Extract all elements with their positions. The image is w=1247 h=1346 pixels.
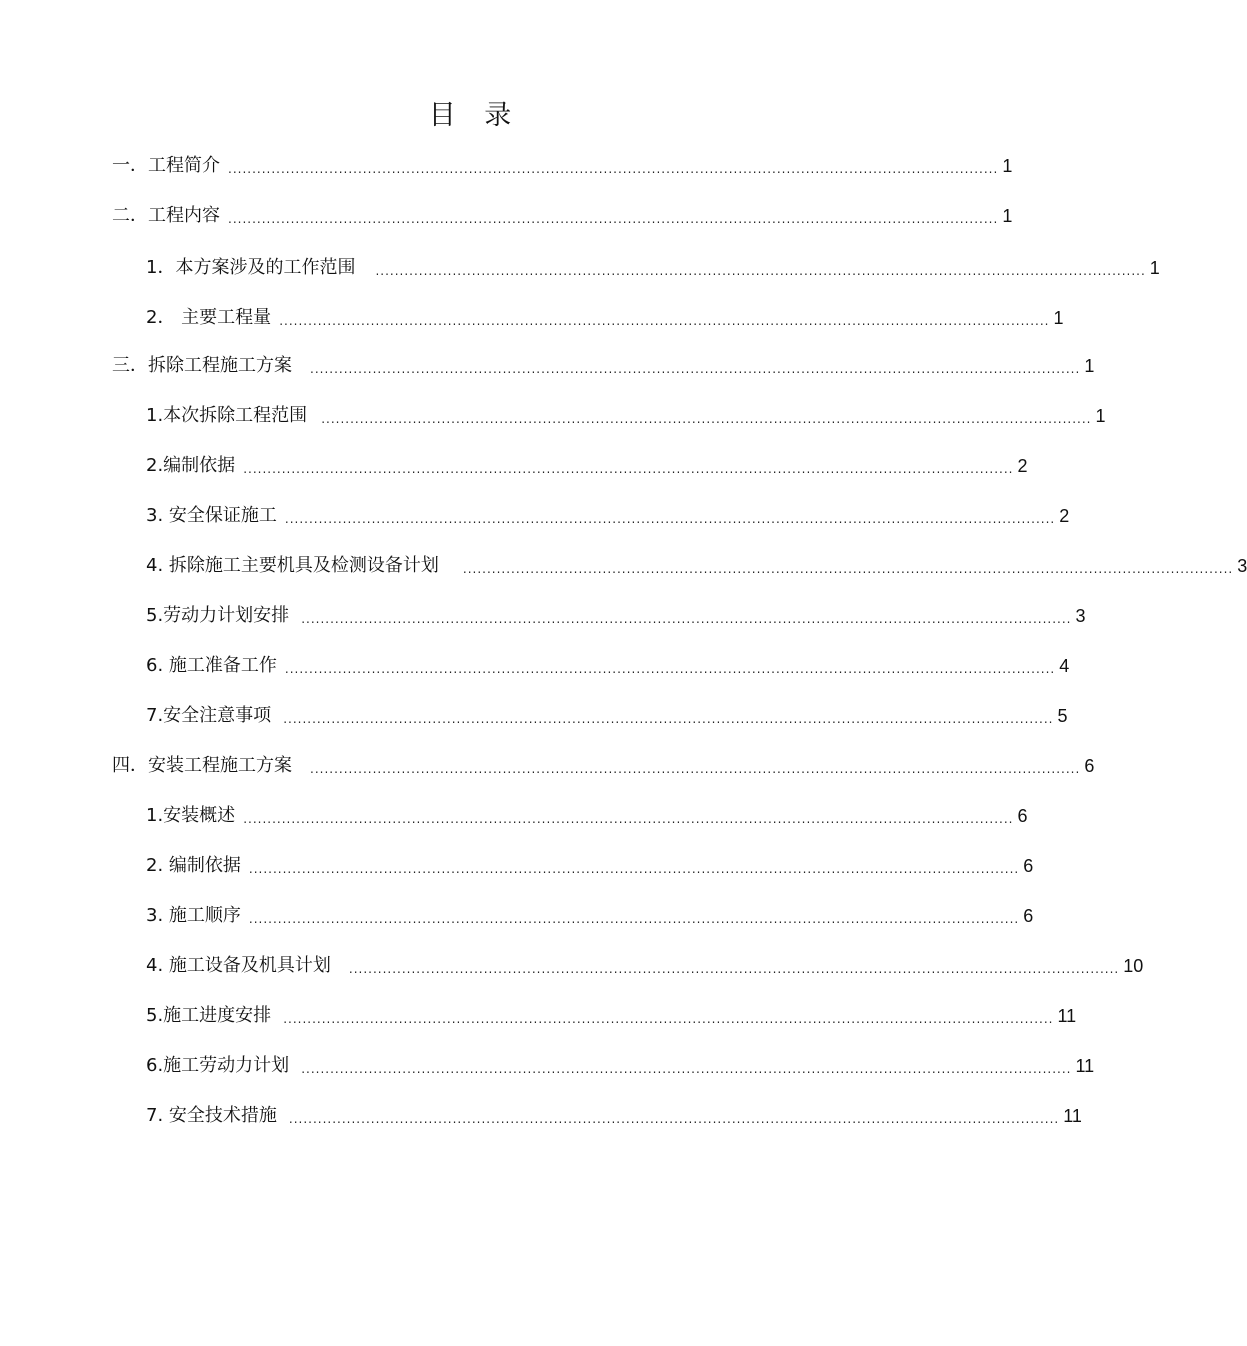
toc-entry-page: 3 xyxy=(1237,556,1247,576)
toc-entry-page: 2 xyxy=(1059,506,1070,526)
toc-dot-leader: ................................................................................................................................................................ xyxy=(248,862,1020,876)
toc-entry[interactable] xyxy=(112,198,1013,228)
toc-entry-label: 2． 主要工程量 xyxy=(146,307,272,328)
toc-entry[interactable] xyxy=(146,698,1068,728)
toc-entry[interactable] xyxy=(146,798,1028,828)
toc-entry-page: 10 xyxy=(1123,956,1144,976)
toc-entry[interactable] xyxy=(146,548,1247,578)
toc-entry-label: 5.施工进度安排 xyxy=(146,1005,272,1026)
toc-dot-leader: ................................................................................................................................................................ xyxy=(283,712,1054,726)
toc-dot-leader: ................................................................................................................................................................ xyxy=(243,462,1014,476)
toc-entry-page: 6 xyxy=(1023,856,1034,876)
toc-entry[interactable] xyxy=(146,1048,1095,1078)
toc-dot-leader: ................................................................................................................................................................ xyxy=(288,1112,1060,1126)
toc-entry-label: 二．工程内容 xyxy=(112,205,220,226)
toc-dot-leader: ................................................................................................................................................................ xyxy=(284,512,1056,526)
toc-entry-label: 一．工程简介 xyxy=(112,155,220,176)
toc-entry[interactable] xyxy=(146,1098,1082,1128)
toc-dot-leader: ................................................................................................................................................................ xyxy=(248,912,1020,926)
toc-title: 目 录 xyxy=(428,100,522,131)
toc-dot-leader: ................................................................................................................................................................ xyxy=(310,362,1081,376)
toc-entry[interactable] xyxy=(146,898,1034,928)
toc-entry[interactable] xyxy=(146,948,1144,978)
toc-entry-page: 11 xyxy=(1063,1106,1082,1126)
toc-entry-page: 6 xyxy=(1023,906,1034,926)
toc-entry-page: 1 xyxy=(1095,406,1106,426)
toc-entry-page: 6 xyxy=(1084,756,1095,776)
toc-dot-leader: ................................................................................................................................................................ xyxy=(321,412,1092,426)
toc-entry[interactable] xyxy=(146,598,1086,628)
toc-dot-leader: ................................................................................................................................................................ xyxy=(348,962,1120,976)
toc-dot-leader: ................................................................................................................................................................ xyxy=(301,1062,1072,1076)
toc-entry-label: 4. 施工设备及机具计划 xyxy=(146,955,331,976)
toc-entry-label: 四．安装工程施工方案 xyxy=(112,755,292,776)
toc-entry-page: 1 xyxy=(1002,206,1013,226)
toc-entry-label: 4. 拆除施工主要机具及检测设备计划 xyxy=(146,555,439,576)
toc-dot-leader: ................................................................................................................................................................ xyxy=(375,264,1146,278)
toc-entry-label: 2. 编制依据 xyxy=(146,855,241,876)
toc-entry[interactable] xyxy=(112,148,1013,178)
toc-entry-page: 1 xyxy=(1002,156,1013,176)
toc-entry-page: 1 xyxy=(1084,356,1095,376)
toc-entry-label: 2.编制依据 xyxy=(146,455,236,476)
toc-entry-page: 11 xyxy=(1075,1056,1095,1076)
toc-entry-label: 6.施工劳动力计划 xyxy=(146,1055,290,1076)
toc-entry-label: 1.本次拆除工程范围 xyxy=(146,405,308,426)
toc-dot-leader: ................................................................................................................................................................ xyxy=(228,162,999,176)
toc-entry-label: 7.安全注意事项 xyxy=(146,705,272,726)
toc-entry[interactable] xyxy=(112,348,1095,378)
toc-entry-page: 3 xyxy=(1075,606,1086,626)
toc-dot-leader: ................................................................................................................................................................ xyxy=(243,812,1014,826)
toc-entry[interactable] xyxy=(146,250,1160,280)
toc-dot-leader: ................................................................................................................................................................ xyxy=(279,314,1050,328)
toc-dot-leader: ................................................................................................................................................................ xyxy=(462,562,1234,576)
toc-entry[interactable] xyxy=(146,648,1070,678)
toc-dot-leader: ................................................................................................................................................................ xyxy=(283,1012,1054,1026)
toc-entry-page: 2 xyxy=(1017,456,1028,476)
toc-dot-leader: ................................................................................................................................................................ xyxy=(310,762,1081,776)
toc-entry-label: 3. 安全保证施工 xyxy=(146,505,277,526)
toc-entry-label: 6. 施工准备工作 xyxy=(146,655,277,676)
toc-entry-label: 5.劳动力计划安排 xyxy=(146,605,290,626)
toc-entry-label: 1.安装概述 xyxy=(146,805,236,826)
toc-entry-label: 7. 安全技术措施 xyxy=(146,1105,277,1126)
toc-dot-leader: ................................................................................................................................................................ xyxy=(284,662,1056,676)
toc-dot-leader: ................................................................................................................................................................ xyxy=(228,212,999,226)
toc-entry-page: 4 xyxy=(1059,656,1070,676)
toc-entry[interactable] xyxy=(146,398,1106,428)
toc-entry-label: 1．本方案涉及的工作范围 xyxy=(146,257,356,278)
toc-dot-leader: ................................................................................................................................................................ xyxy=(301,612,1072,626)
toc-entry[interactable] xyxy=(146,998,1077,1028)
toc-entry[interactable] xyxy=(112,748,1095,778)
toc-entry[interactable] xyxy=(146,300,1064,330)
toc-entry-label: 三．拆除工程施工方案 xyxy=(112,355,292,376)
toc-entry-label: 3. 施工顺序 xyxy=(146,905,241,926)
toc-entry-page: 1 xyxy=(1053,308,1064,328)
toc-entry[interactable] xyxy=(146,848,1034,878)
toc-entry-page: 5 xyxy=(1057,706,1068,726)
toc-entry-page: 6 xyxy=(1017,806,1028,826)
toc-entry[interactable] xyxy=(146,448,1028,478)
toc-entry-page: 1 xyxy=(1149,258,1160,278)
toc-entry[interactable] xyxy=(146,498,1070,528)
toc-entry-page: 11 xyxy=(1057,1006,1077,1026)
